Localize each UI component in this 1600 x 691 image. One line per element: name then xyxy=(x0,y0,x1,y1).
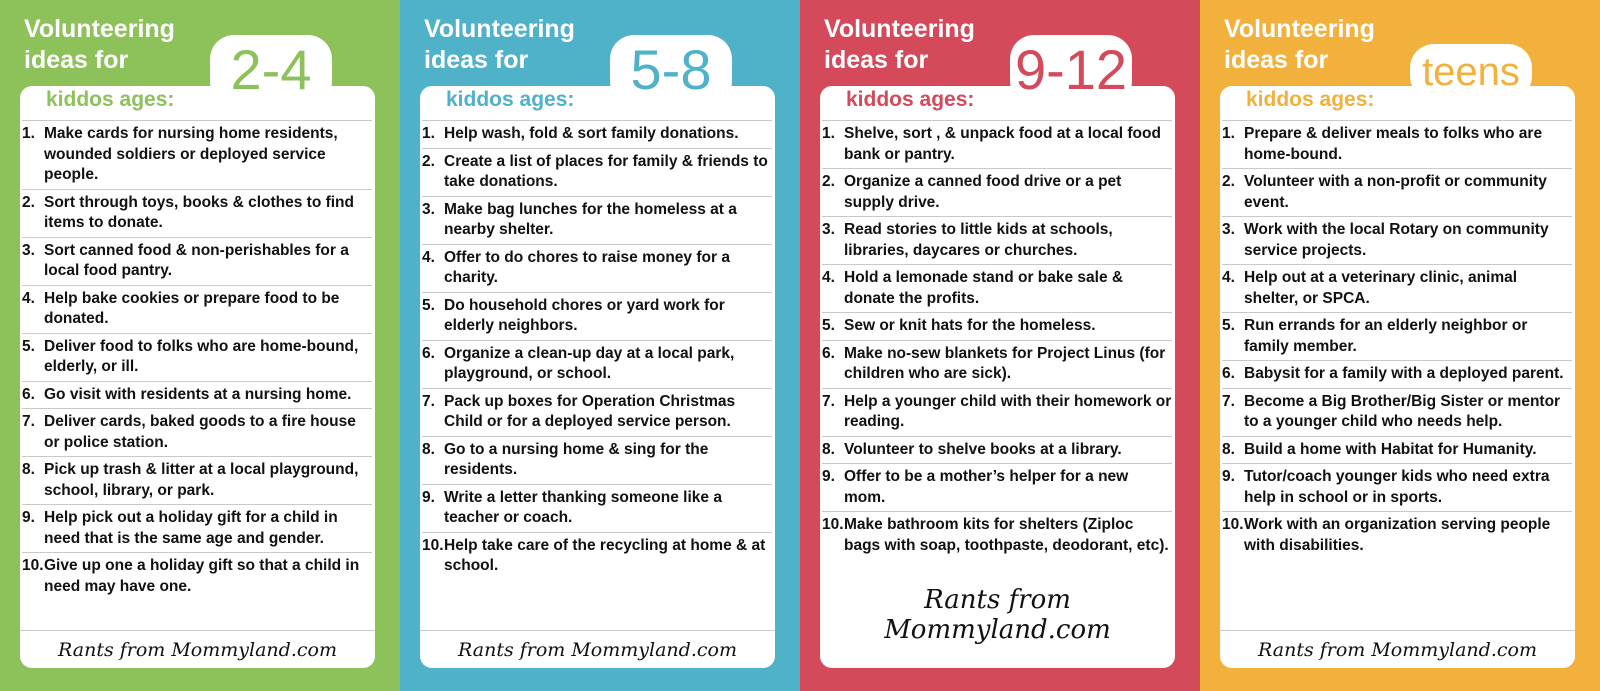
list-item: 4. Offer to do chores to raise money for a charity. xyxy=(422,244,772,292)
list-item: 1. Shelve, sort , & unpack food at a local food bank or pantry. xyxy=(822,120,1172,168)
heading-line-1: Volunteering xyxy=(1224,15,1375,43)
panel-heading xyxy=(424,14,575,76)
age-range-badge: 5-8 xyxy=(610,35,732,105)
panel-heading xyxy=(1224,14,1375,76)
list-item: 10. Work with an organization serving people with disabilities. xyxy=(1222,511,1572,559)
heading-line-2: ideas for xyxy=(24,46,129,74)
list-item: 8. Volunteer to shelve books at a library. xyxy=(822,436,1172,464)
list-item: 1. Help wash, fold & sort family donations. xyxy=(422,120,772,148)
list-item: 3. Read stories to little kids at schools, libraries, daycares or churches. xyxy=(822,216,1172,264)
kiddos-ages-label: kiddos ages: xyxy=(46,88,175,111)
list-item: 2. Organize a canned food drive or a pet supply drive. xyxy=(822,168,1172,216)
list-item: 7. Become a Big Brother/Big Sister or mentor to a younger child who needs help. xyxy=(1222,388,1572,436)
list-item: 5. Do household chores or yard work for elderly neighbors. xyxy=(422,292,772,340)
list-item: 9. Write a letter thanking someone like a teacher or coach. xyxy=(422,484,772,532)
ideas-list xyxy=(1222,120,1572,559)
list-item: 10. Give up one a holiday gift so that a child in need may have one. xyxy=(22,552,372,600)
site-credit: Rants from Mommyland.com xyxy=(420,630,775,661)
list-item: 8. Pick up trash & litter at a local playground, school, library, or park. xyxy=(22,456,372,504)
heading-line-2: ideas for xyxy=(824,46,929,74)
list-item: 5. Sew or knit hats for the homeless. xyxy=(822,312,1172,340)
list-item: 2. Volunteer with a non-profit or community event. xyxy=(1222,168,1572,216)
list-item: 1. Prepare & deliver meals to folks who are home-bound. xyxy=(1222,120,1572,168)
panel-ages-2-4 xyxy=(0,0,400,691)
age-range-badge: 2-4 xyxy=(210,35,332,105)
age-range-badge: 9-12 xyxy=(1010,35,1132,105)
list-item: 7. Help a younger child with their homework or reading. xyxy=(822,388,1172,436)
list-item: 3. Make bag lunches for the homeless at a nearby shelter. xyxy=(422,196,772,244)
site-credit: Rants from Mommyland.com xyxy=(884,585,1111,645)
age-range-badge: teens xyxy=(1410,44,1532,100)
heading-line-2: ideas for xyxy=(1224,46,1329,74)
ideas-list xyxy=(422,120,772,580)
list-item: 10. Help take care of the recycling at home & at school. xyxy=(422,532,772,580)
list-item: 7. Pack up boxes for Operation Christmas Child or for a deployed service person. xyxy=(422,388,772,436)
list-item: 9. Tutor/coach younger kids who need extra help in school or in sports. xyxy=(1222,463,1572,511)
heading-line-2: ideas for xyxy=(424,46,529,74)
panel-heading xyxy=(824,14,975,76)
list-item: 3. Sort canned food & non-perishables for a local food pantry. xyxy=(22,237,372,285)
list-item: 1. Make cards for nursing home residents, wounded soldiers or deployed service people. xyxy=(22,120,372,189)
kiddos-ages-label: kiddos ages: xyxy=(446,88,575,111)
list-item: 8. Go to a nursing home & sing for the residents. xyxy=(422,436,772,484)
list-item: 7. Deliver cards, baked goods to a fire house or police station. xyxy=(22,408,372,456)
list-item: 5. Deliver food to folks who are home-bound, elderly, or ill. xyxy=(22,333,372,381)
kiddos-ages-label: kiddos ages: xyxy=(1246,88,1375,111)
heading-line-1: Volunteering xyxy=(424,15,575,43)
list-item: 5. Run errands for an elderly neighbor or family member. xyxy=(1222,312,1572,360)
list-item: 2. Sort through toys, books & clothes to find items to donate. xyxy=(22,189,372,237)
ideas-list xyxy=(822,120,1172,559)
list-item: 6. Babysit for a family with a deployed parent. xyxy=(1222,360,1572,388)
site-credit: Rants from Mommyland.com xyxy=(1220,630,1575,661)
list-item: 9. Help pick out a holiday gift for a child in need that is the same age and gender. xyxy=(22,504,372,552)
heading-line-1: Volunteering xyxy=(824,15,975,43)
kiddos-ages-label: kiddos ages: xyxy=(846,88,975,111)
list-item: 10. Make bathroom kits for shelters (Ziploc bags with soap, toothpaste, deodorant, etc). xyxy=(822,511,1172,559)
panel-ages-9-12 xyxy=(800,0,1200,691)
site-credit: Rants from Mommyland.com xyxy=(20,630,375,661)
panel-ages-teens xyxy=(1200,0,1600,691)
list-item: 2. Create a list of places for family & friends to take donations. xyxy=(422,148,772,196)
list-item: 4. Hold a lemonade stand or bake sale & donate the profits. xyxy=(822,264,1172,312)
list-item: 6. Make no-sew blankets for Project Linus (for children who are sick). xyxy=(822,340,1172,388)
heading-line-1: Volunteering xyxy=(24,15,175,43)
list-item: 3. Work with the local Rotary on community service projects. xyxy=(1222,216,1572,264)
list-item: 8. Build a home with Habitat for Humanity. xyxy=(1222,436,1572,464)
panel-ages-5-8 xyxy=(400,0,800,691)
panel-heading xyxy=(24,14,175,76)
list-item: 6. Organize a clean-up day at a local park, playground, or school. xyxy=(422,340,772,388)
list-item: 6. Go visit with residents at a nursing home. xyxy=(22,381,372,409)
ideas-list xyxy=(22,120,372,600)
list-item: 4. Help out at a veterinary clinic, animal shelter, or SPCA. xyxy=(1222,264,1572,312)
list-item: 9. Offer to be a mother’s helper for a new mom. xyxy=(822,463,1172,511)
list-item: 4. Help bake cookies or prepare food to be donated. xyxy=(22,285,372,333)
